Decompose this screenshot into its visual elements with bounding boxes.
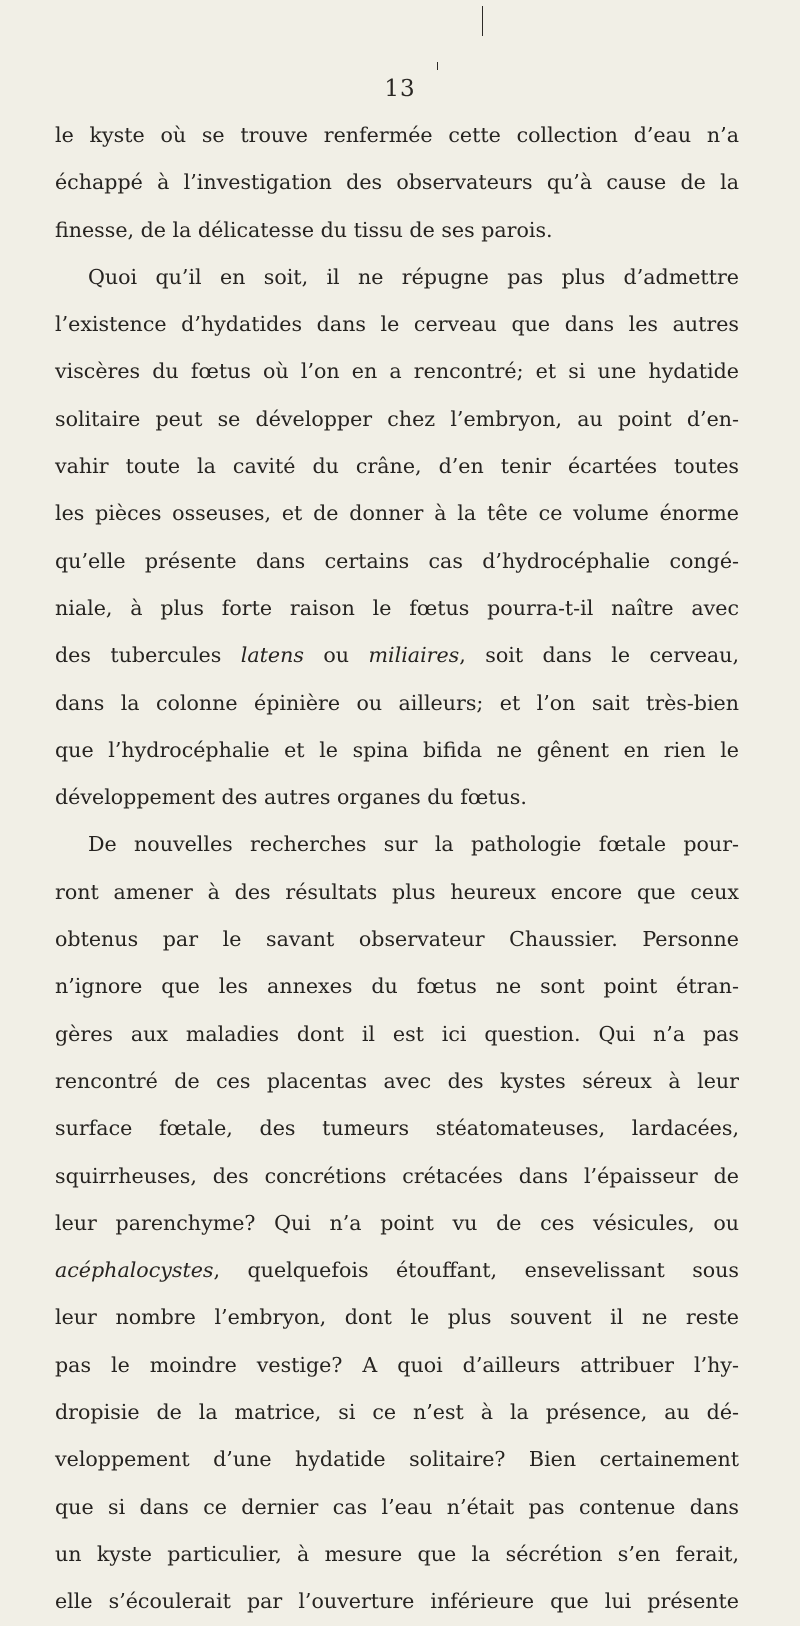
text-line bbox=[55, 1294, 739, 1341]
line-text: leur parenchyme? Qui n’a point vu de ces vésicules, ou bbox=[55, 1210, 739, 1235]
text-line bbox=[55, 1531, 739, 1578]
scan-mark bbox=[437, 62, 438, 70]
line-text: Quoi qu’il en soit, il ne répugne pas plus d’admettre bbox=[88, 264, 739, 289]
line-text: viscères du fœtus où l’on en a rencontré; et si une hydatide bbox=[55, 359, 739, 384]
text-line bbox=[55, 443, 739, 490]
text-line bbox=[55, 301, 739, 348]
text-line bbox=[55, 1389, 739, 1436]
text-line bbox=[55, 916, 739, 963]
text-line bbox=[55, 774, 739, 821]
text-line bbox=[55, 348, 739, 395]
line-text: gères aux maladies dont il est ici question. Qui n’a pas bbox=[55, 1021, 739, 1046]
text-line bbox=[55, 727, 739, 774]
text-line bbox=[55, 585, 739, 632]
text-line bbox=[55, 963, 739, 1010]
line-text: des tubercules bbox=[55, 643, 241, 668]
text-line bbox=[55, 396, 739, 443]
text-line bbox=[55, 1484, 739, 1531]
line-text: développement des autres organes du fœtus. bbox=[55, 785, 527, 810]
line-text: dans la colonne épinière ou ailleurs; et l’on sait très-bien bbox=[55, 690, 739, 715]
text-line bbox=[55, 1153, 739, 1200]
line-text: niale, à plus forte raison le fœtus pourra-t-il naître avec bbox=[55, 595, 739, 620]
text-line bbox=[55, 680, 739, 727]
text-line bbox=[55, 869, 739, 916]
line-text: ou bbox=[303, 643, 369, 668]
line-text: les pièces osseuses, et de donner à la tête ce volume énorme bbox=[55, 501, 739, 526]
text-line bbox=[55, 1436, 739, 1483]
line-text: le kyste où se trouve renfermée cette collection d’eau n’a bbox=[55, 123, 739, 147]
italic-text: acéphalocystes bbox=[55, 1258, 214, 1283]
italic-text: latens bbox=[240, 643, 304, 668]
text-line bbox=[55, 821, 739, 868]
line-text: rencontré de ces placentas avec des kystes séreux à leur bbox=[55, 1068, 739, 1093]
line-text: veloppement d’une hydatide solitaire? Bien certainement bbox=[55, 1447, 739, 1472]
line-text: surface fœtale, des tumeurs stéatomateuses, lardacées, bbox=[55, 1116, 739, 1141]
body-text bbox=[55, 112, 739, 1626]
text-line bbox=[55, 254, 739, 301]
text-line bbox=[55, 1058, 739, 1105]
line-text: leur nombre l’embryon, dont le plus souvent il ne reste bbox=[55, 1305, 739, 1330]
line-text: qu’elle présente dans certains cas d’hydrocéphalie congé- bbox=[55, 548, 739, 573]
text-line bbox=[55, 632, 739, 679]
line-text: que si dans ce dernier cas l’eau n’était pas contenue dans bbox=[55, 1494, 739, 1519]
text-line bbox=[55, 538, 739, 585]
line-text: l’existence d’hydatides dans le cerveau que dans les autres bbox=[55, 312, 739, 337]
line-text: , soit dans le cerveau, bbox=[459, 643, 739, 668]
text-line bbox=[55, 1105, 739, 1152]
line-text: De nouvelles recherches sur la pathologie fœtale pour- bbox=[88, 832, 739, 857]
italic-text: miliaires bbox=[368, 643, 460, 668]
text-line bbox=[55, 159, 739, 206]
line-text: , quelquefois étouffant, ensevelissant sous bbox=[213, 1258, 739, 1283]
page-number: 13 bbox=[384, 76, 416, 102]
line-text: n’ignore que les annexes du fœtus ne sont point étran- bbox=[55, 974, 739, 999]
line-text: échappé à l’investigation des observateurs qu’à cause de la bbox=[55, 170, 739, 195]
line-text: pas le moindre vestige? A quoi d’ailleurs attribuer l’hy- bbox=[55, 1352, 739, 1377]
text-line bbox=[55, 112, 739, 159]
line-text: un kyste particulier, à mesure que la sécrétion s’en ferait, bbox=[55, 1541, 739, 1566]
line-text: elle s’écoulerait par l’ouverture inférieure que lui présente bbox=[55, 1589, 739, 1614]
text-line bbox=[55, 1578, 739, 1625]
line-text: ront amener à des résultats plus heureux encore que ceux bbox=[55, 879, 739, 904]
text-line bbox=[55, 1200, 739, 1247]
text-line bbox=[55, 490, 739, 537]
line-text: que l’hydrocéphalie et le spina bifida ne gênent en rien le bbox=[55, 737, 739, 762]
text-line bbox=[55, 1342, 739, 1389]
line-text: finesse, de la délicatesse du tissu de ses parois. bbox=[55, 217, 553, 242]
line-text: solitaire peut se développer chez l’embryon, au point d’en- bbox=[55, 406, 739, 431]
line-text: squirrheuses, des concrétions crétacées dans l’épaisseur de bbox=[55, 1163, 739, 1188]
line-text: dropisie de la matrice, si ce n’est à la présence, au dé- bbox=[55, 1400, 739, 1425]
scan-mark bbox=[482, 6, 483, 36]
text-line bbox=[55, 207, 739, 254]
line-text: vahir toute la cavité du crâne, d’en tenir écartées toutes bbox=[55, 454, 739, 479]
line-text: obtenus par le savant observateur Chaussier. Personne bbox=[55, 927, 739, 952]
text-line bbox=[55, 1011, 739, 1058]
text-line bbox=[55, 1247, 739, 1294]
